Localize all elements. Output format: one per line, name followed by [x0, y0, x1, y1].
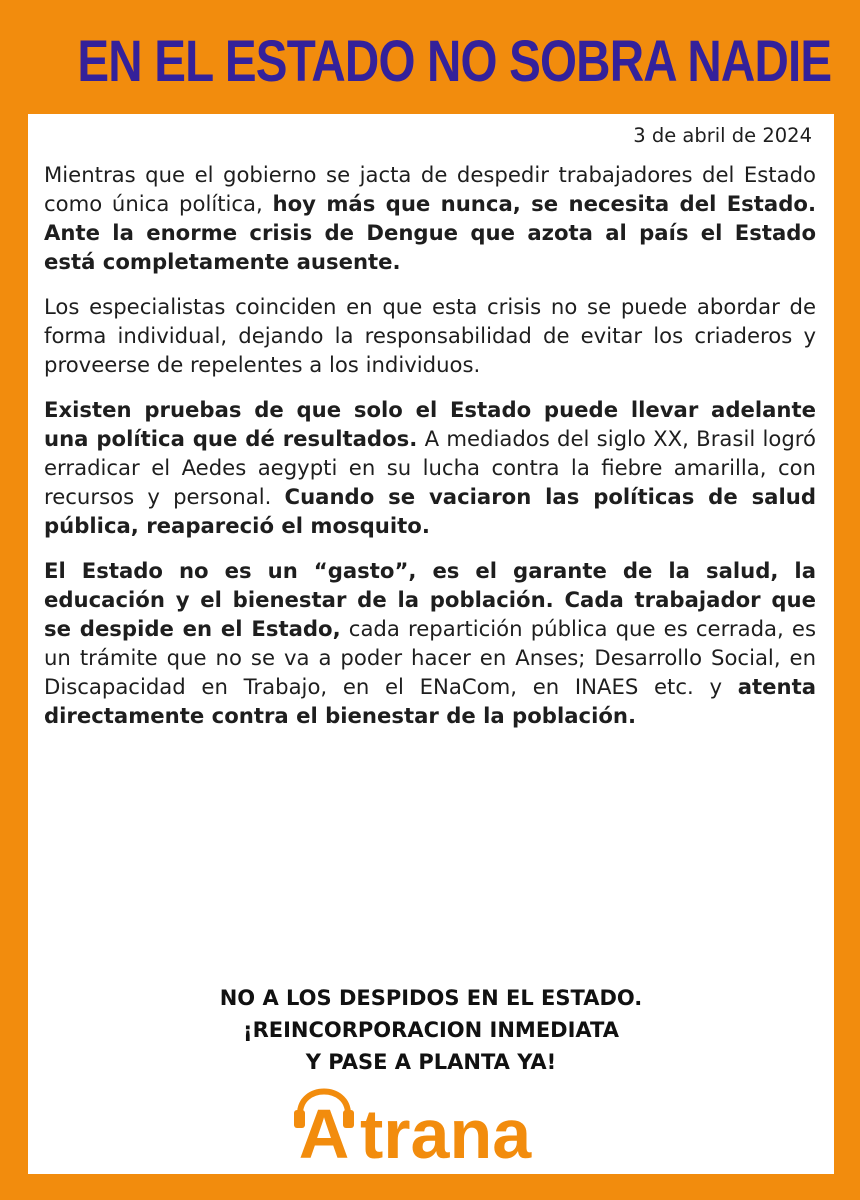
paragraph-3-bold-2: Cuando se vaciaron las políticas de salud pública, reapareció el mosquito. [44, 484, 816, 538]
slogan-line-1: NO A LOS DESPIDOS EN EL ESTADO. [219, 986, 643, 1010]
paragraph-1-text: Mientras que el gobierno se jacta de despedir trabajadores del Estado como única política, [44, 162, 816, 216]
paragraph-4-bold-2: atenta directamente contra el bienestar de la población. [44, 674, 816, 728]
paragraph-3 [44, 395, 816, 540]
slogan-line-3: Y PASE A PLANTA YA! [305, 1050, 557, 1074]
paragraph-4-bold-1: El Estado no es un “gasto”, es el garante de la salud, la educación y el bienestar de la población. Cada trabajador que se despide en el Estado, [44, 558, 816, 641]
paragraph-2-text: Los especialistas coinciden en que esta crisis no se puede abordar de forma individual, dejando la responsabilidad de evitar los criaderos y proveerse de repelentes a los individuos. [44, 294, 816, 377]
paragraph-4-text: cada repartición pública que es cerrada, es un trámite que no se va a poder hacer en Anses; Desarrollo Social, en Discapacidad en Trabajo, en el ENaCom, en INAES etc. y [44, 616, 816, 699]
document-card [28, 114, 834, 1174]
paragraph-3-bold-1: Existen pruebas de que solo el Estado puede llevar adelante una política que dé resultados. [44, 397, 816, 451]
logo-letter-a: A [298, 1095, 350, 1162]
slogan [28, 982, 834, 1078]
atrana-logo [286, 1078, 576, 1162]
paragraph-1-bold: hoy más que nunca, se necesita del Estado. Ante la enorme crisis de Dengue que azota al país el Estado está completamente ausente. [44, 191, 816, 274]
document-date: 3 de abril de 2024 [633, 124, 812, 147]
slogan-line-2: ¡REINCORPORACION INMEDIATA [243, 1018, 619, 1042]
page-title: EN EL ESTADO NO SOBRA NADIE [77, 29, 832, 94]
logo-wordmark: trana [360, 1095, 532, 1162]
paragraph-1 [44, 160, 816, 276]
paragraph-2 [44, 292, 816, 379]
paragraph-3-text: A mediados del siglo XX, Brasil logró erradicar el Aedes aegypti en su lucha contra la fiebre amarilla, con recursos y personal. [44, 426, 816, 509]
document-body [44, 160, 816, 746]
paragraph-4 [44, 556, 816, 730]
